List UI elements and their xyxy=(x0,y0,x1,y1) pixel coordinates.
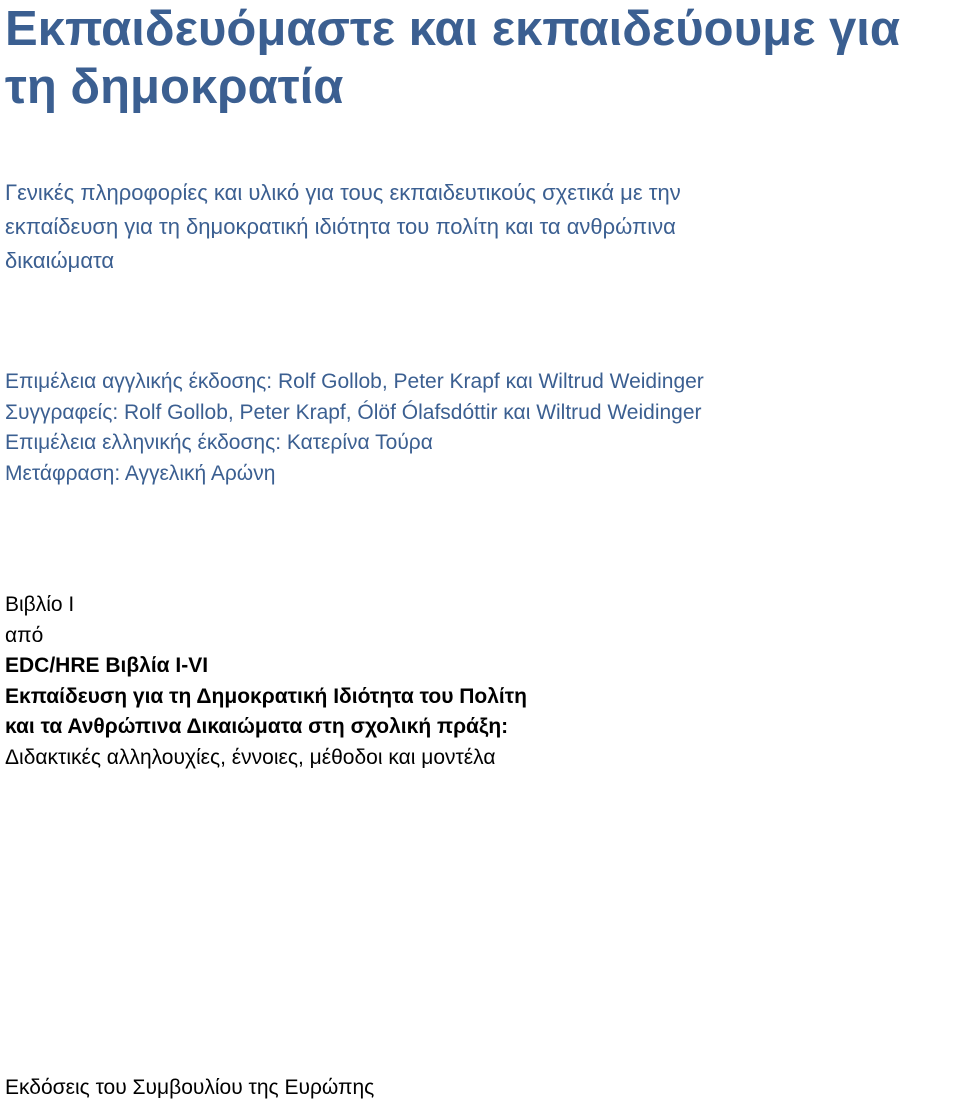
document-title xyxy=(5,0,960,116)
subtitle-line-1: Γενικές πληροφορίες και υλικό για τους εκπαιδευτικούς σχετικά με την xyxy=(5,180,681,205)
document-title-line-1: Εκπαιδευόμαστε και εκπαιδεύουμε για xyxy=(5,2,900,56)
credit-translator: Μετάφραση: Αγγελική Αρώνη xyxy=(5,461,276,485)
document-title-line-2: τη δημοκρατία xyxy=(5,60,344,114)
credit-authors: Συγγραφείς: Rolf Gollob, Peter Krapf, Ólöf Ólafsdóttir και Wiltrud Weidinger xyxy=(5,400,702,424)
book-series-title-line-1: Εκπαίδευση για τη Δημοκρατική Ιδιότητα του Πολίτη xyxy=(5,684,527,708)
credit-greek-editor: Επιμέλεια ελληνικής έκδοσης: Κατερίνα Τούρα xyxy=(5,431,433,454)
book-series: EDC/HRE Βιβλία I-VI xyxy=(5,654,209,677)
book-info xyxy=(5,590,955,773)
credit-english-editors: Επιμέλεια αγγλικής έκδοσης: Rolf Gollob, Peter Krapf και Wiltrud Weidinger xyxy=(5,370,704,393)
book-series-subtitle: Διδακτικές αλληλουχίες, έννοιες, μέθοδοι και μοντέλα xyxy=(5,745,496,769)
subtitle-line-2: εκπαίδευση για τη δημοκρατική ιδιότητα του πολίτη και τα ανθρώπινα xyxy=(5,214,676,239)
publisher: Εκδόσεις του Συμβουλίου της Ευρώπης xyxy=(5,1076,375,1099)
book-series-title-line-2: και τα Ανθρώπινα Δικαιώματα στη σχολική πράξη: xyxy=(5,715,509,738)
document-subtitle xyxy=(5,176,955,278)
subtitle-line-3: δικαιώματα xyxy=(5,248,115,273)
book-from: από xyxy=(5,623,44,647)
book-volume: Βιβλίο I xyxy=(5,593,75,616)
credits-block xyxy=(5,367,955,489)
